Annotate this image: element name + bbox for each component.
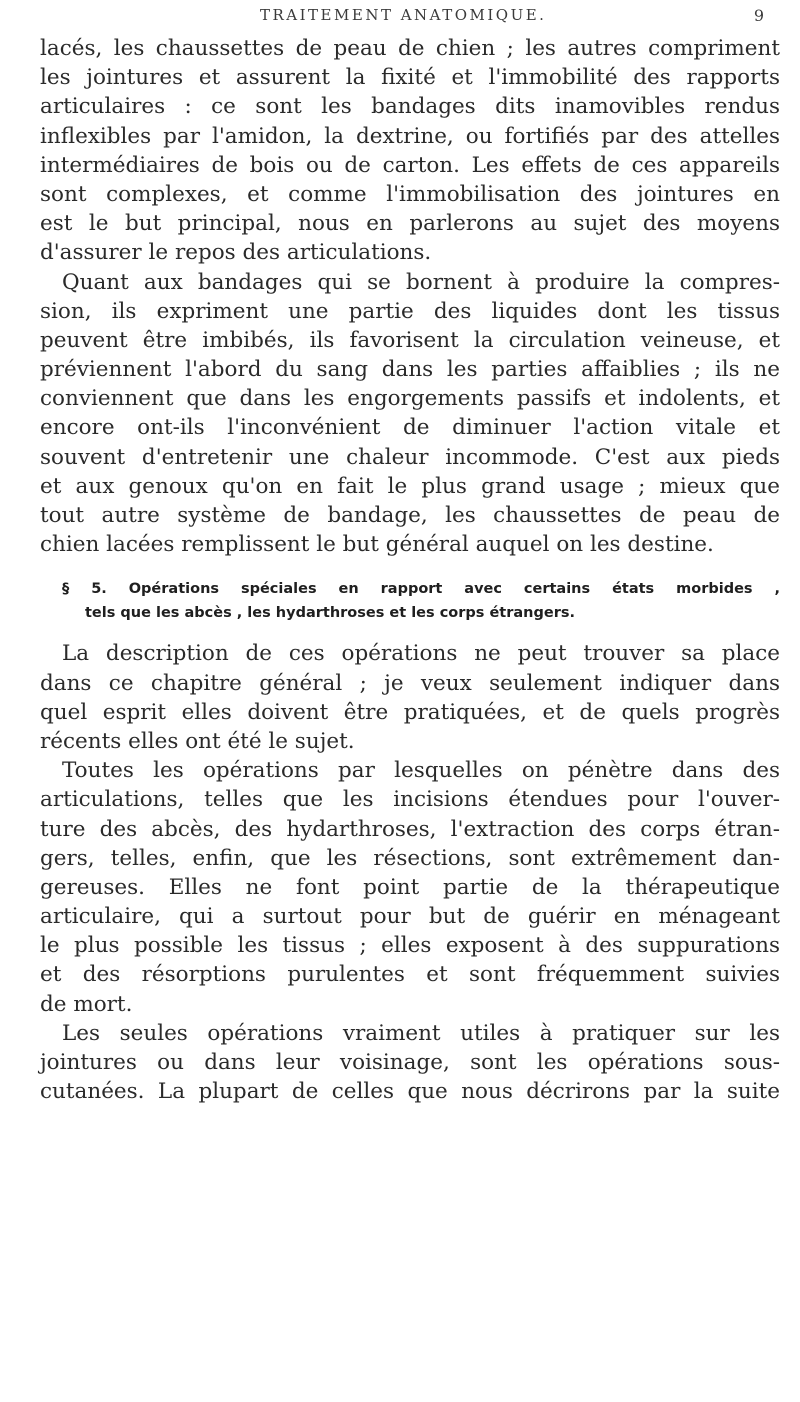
paragraph [40, 34, 780, 268]
text-line: et des résorptions purulentes et sont fréquemment suivies [40, 962, 780, 988]
text-line: Toutes les opérations par lesquelles on pénètre dans des [62, 758, 780, 784]
text-line: récents elles ont été le sujet. [40, 728, 355, 754]
paragraph [40, 639, 780, 756]
text-line: quel esprit elles doivent être pratiquées, et de quels progrès [40, 699, 780, 725]
text-line: encore ont-ils l'inconvénient de diminuer l'action vitale et [40, 415, 780, 441]
text-line: Quant aux bandages qui se bornent à produire la compres- [62, 269, 780, 295]
text-line: articulations, telles que les incisions étendues pour l'ouver- [40, 787, 780, 813]
text-line: inflexibles par l'amidon, la dextrine, ou fortifiés par des attelles [40, 123, 780, 149]
text-line: le plus possible les tissus ; elles exposent à des suppurations [40, 933, 780, 959]
text-line: d'assurer le repos des articulations. [40, 240, 432, 266]
text-line: les jointures et assurent la fixité et l'immobilité des rapports [40, 65, 780, 91]
text-line: et aux genoux qu'on en fait le plus grand usage ; mieux que [40, 473, 780, 499]
page-number: 9 [753, 6, 764, 25]
text-line: est le but principal, nous en parlerons au sujet des moyens [40, 211, 780, 237]
section-heading-line: tels que les abcès , les hydarthroses et les corps étrangers. [85, 605, 575, 622]
text-line: sion, ils expriment une partie des liquides dont les tissus [40, 298, 780, 324]
text-line: préviennent l'abord du sang dans les parties affaiblies ; ils ne [40, 357, 780, 383]
text-line: jointures ou dans leur voisinage, sont les opérations sous- [40, 1050, 780, 1075]
paragraph [40, 756, 780, 1019]
text-line: Les seules opérations vraiment utiles à pratiquer sur les [62, 1020, 780, 1046]
text-line: dans ce chapitre général ; je veux seulement indiquer dans [40, 670, 780, 696]
running-title: TRAITEMENT ANATOMIQUE. [260, 6, 547, 24]
text-line: tout autre système de bandage, les chaussettes de peau de [40, 503, 780, 528]
text-line: articulaire, qui a surtout pour but de guérir en ménageant [40, 904, 780, 930]
text-line: intermédiaires de bois ou de carton. Les effets de ces appareils [40, 152, 780, 178]
text-line: chien lacées remplissent le but général auquel on les destine. [40, 532, 714, 558]
section-heading-line: § 5. Opérations spéciales en rapport avec certains états morbides , [62, 581, 780, 598]
running-head [0, 6, 800, 30]
text-line: cutanées. La plupart de celles que nous décrirons par la suite [40, 1079, 780, 1105]
text-line: ture des abcès, des hydarthroses, l'extraction des corps étran- [40, 816, 780, 842]
text-line: gereuses. Elles ne font point partie de la thérapeutique [40, 874, 780, 900]
text-line: souvent d'entretenir une chaleur incommode. C'est aux pieds [40, 444, 780, 470]
text-line: sont complexes, et comme l'immobilisation des jointures en [40, 181, 780, 207]
text-line: lacés, les chaussettes de peau de chien ; les autres compriment [40, 36, 780, 61]
body-text [40, 34, 780, 1106]
text-line: articulaires : ce sont les bandages dits inamovibles rendus [40, 94, 780, 120]
text-line: de mort. [40, 991, 133, 1017]
section-heading [40, 577, 780, 625]
text-line: conviennent que dans les engorgements passifs et indolents, et [40, 386, 780, 412]
text-line: gers, telles, enfin, que les résections, sont extrêmement dan- [40, 845, 780, 871]
text-line: peuvent être imbibés, ils favorisent la circulation veineuse, et [40, 327, 780, 353]
paragraph [40, 268, 780, 560]
paragraph [40, 1019, 780, 1107]
text-line: La description de ces opérations ne peut trouver sa place [62, 641, 780, 667]
